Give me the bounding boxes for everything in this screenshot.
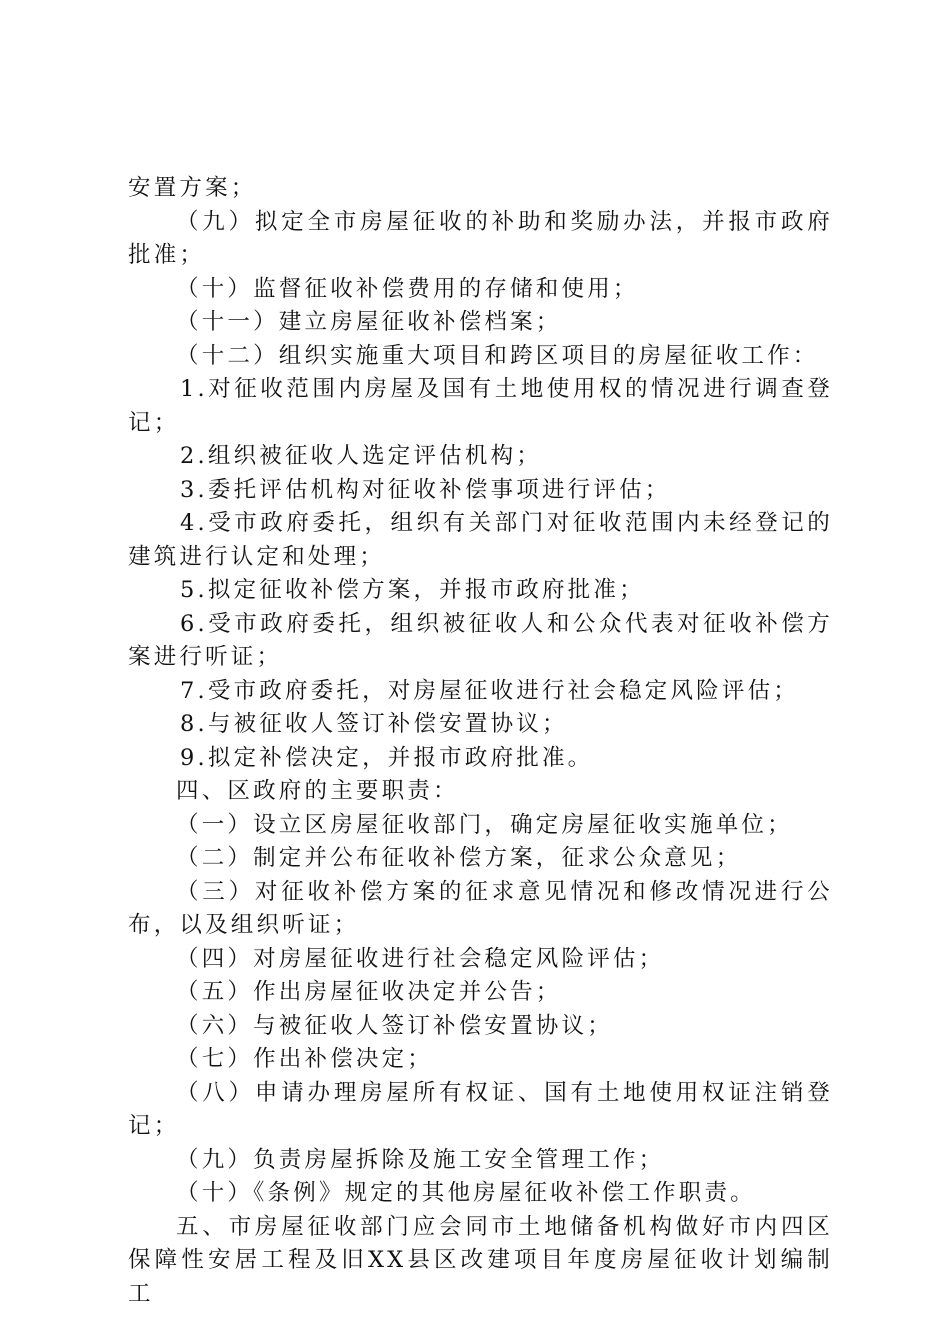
paragraph: 6.受市政府委托，组织被征收人和公众代表对征收补偿方案进行听证； xyxy=(128,610,833,670)
paragraph: 9.拟定补偿决定，并报市政府批准。 xyxy=(180,744,594,771)
paragraph: （三）对征收补偿方案的征求意见情况和修改情况进行公布，以及组织听证； xyxy=(128,878,833,938)
paragraph: （五）作出房屋征收决定并公告； xyxy=(176,979,562,1005)
paragraph: （四）对房屋征收进行社会稳定风险评估； xyxy=(176,945,665,972)
paragraph: （九）拟定全市房屋征收的补助和奖励办法，并报市政府批准； xyxy=(128,208,833,268)
paragraph: 1.对征收范围内房屋及国有土地使用权的情况进行调查登记； xyxy=(128,376,833,436)
section-paragraph: 五、市房屋征收部门应会同市土地储备机构做好市内四区保障性安居工程及旧XX县区改建项目年度房屋征收计划编制工 xyxy=(128,1213,833,1307)
paragraph: 5.拟定征收补偿方案，并报市政府批准； xyxy=(180,577,645,603)
paragraph: （十二）组织实施重大项目和跨区项目的房屋征收工作： xyxy=(176,342,819,369)
paragraph: 8.与被征收人签订补偿安置协议； xyxy=(180,711,568,737)
paragraph: （十一）建立房屋征收补偿档案； xyxy=(176,309,562,335)
paragraph: 3.委托评估机构对征收补偿事项进行评估； xyxy=(180,476,671,503)
paragraph: （一）设立区房屋征收部门，确定房屋征收实施单位； xyxy=(176,811,793,838)
paragraph: （十）《条例》规定的其他房屋征收补偿工作职责。 xyxy=(176,1180,756,1206)
paragraph: （七）作出补偿决定； xyxy=(176,1046,434,1072)
paragraph: （六）与被征收人签订补偿安置协议； xyxy=(176,1012,613,1039)
paragraph: 安置方案； xyxy=(128,175,257,201)
paragraph: （八）申请办理房屋所有权证、国有土地使用权证注销登记； xyxy=(128,1079,833,1139)
section-heading: 四、区政府的主要职责： xyxy=(176,778,459,804)
paragraph: 4.受市政府委托，组织有关部门对征收范围内未经登记的建筑进行认定和处理； xyxy=(128,510,833,570)
paragraph: 7.受市政府委托，对房屋征收进行社会稳定风险评估； xyxy=(180,677,799,704)
document-body xyxy=(128,172,833,1311)
paragraph: （九）负责房屋拆除及施工安全管理工作； xyxy=(176,1146,665,1173)
paragraph: （十）监督征收补偿费用的存储和使用； xyxy=(176,275,639,302)
paragraph: 2.组织被征收人选定评估机构； xyxy=(180,443,542,469)
paragraph: （二）制定并公布征收补偿方案，征求公众意见； xyxy=(176,845,742,871)
